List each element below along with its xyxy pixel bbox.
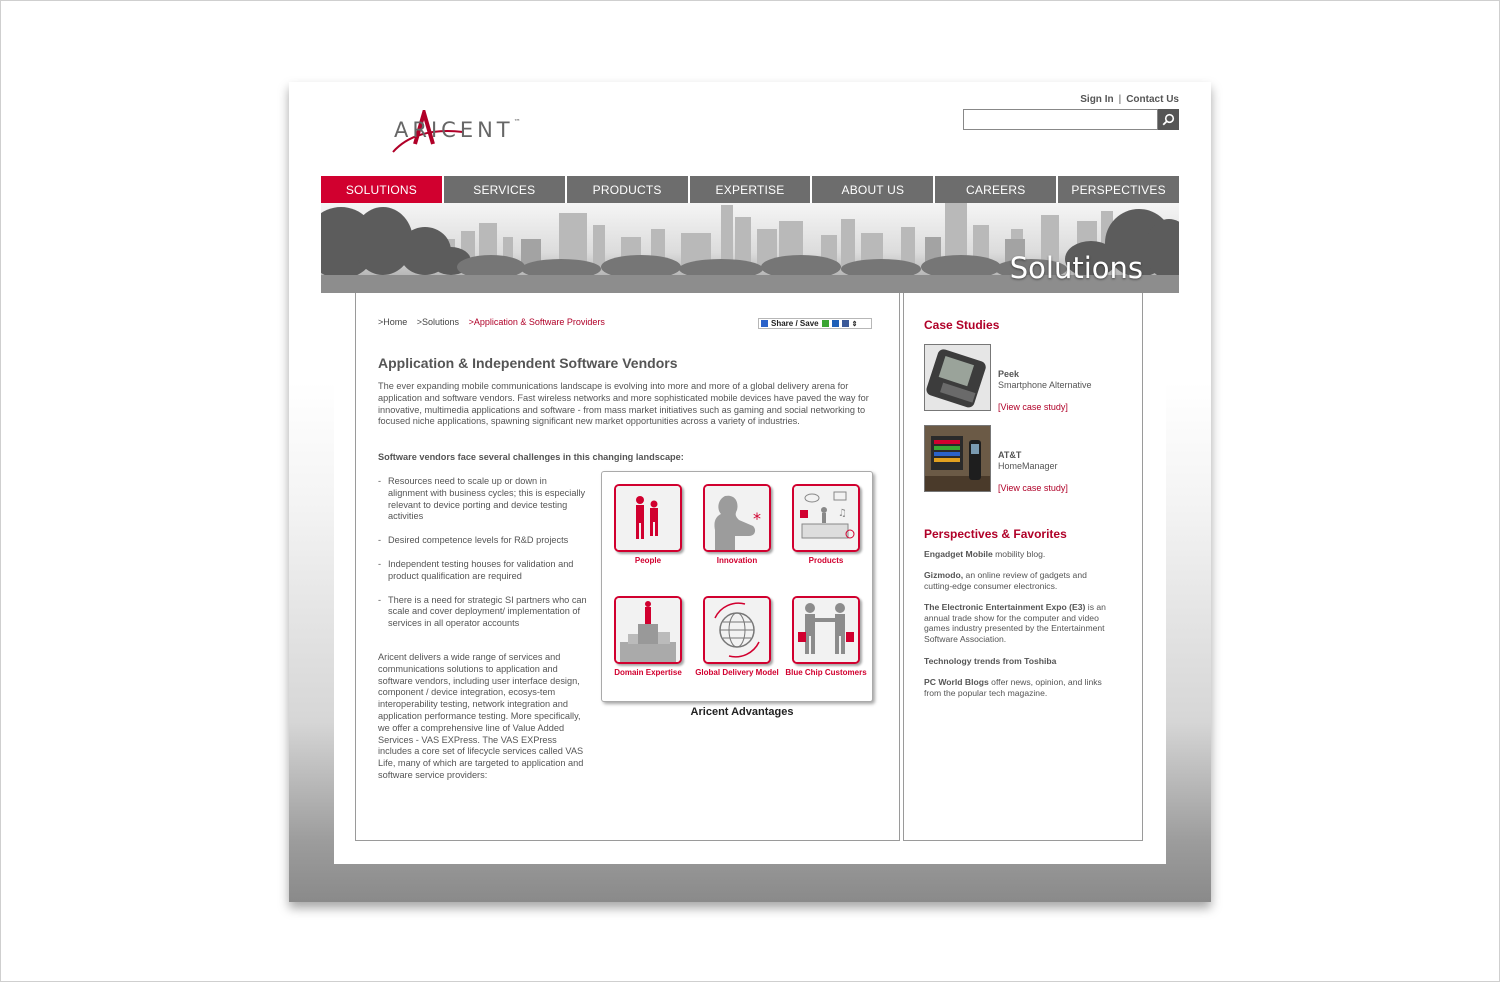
search-icon: [1162, 113, 1175, 126]
link-separator: |: [1118, 94, 1122, 105]
intro-paragraph: The ever expanding mobile communications landscape is evolving into more and more of a global delivery arena for application and software vendors. Fast wireless networks and more sophisticated mobile devices have paved the way for innovative, multimedia applications and software - from mass market initiatives such as gaming and social networking to focused niche applications, spawning significant new market opportunities across a variety of industries.: [378, 381, 869, 427]
utility-links: [1080, 94, 1179, 105]
search-button[interactable]: [1158, 109, 1179, 130]
blue-chip-tile[interactable]: [792, 596, 860, 664]
aricent-logo-text[interactable]: [394, 118, 521, 142]
web-page: [289, 82, 1211, 902]
share-save-button[interactable]: [758, 318, 872, 329]
section-banner: [321, 203, 1179, 293]
breadcrumb-solutions[interactable]: >Solutions: [416, 317, 460, 327]
logo-wordmark: ARICENT: [394, 118, 514, 142]
facebook-icon: [842, 320, 849, 327]
closing-paragraph: Aricent delivers a wide range of services and communications solutions to application and software vendors, including user interface design, component / device integration, ecosys-tem interoperability testing, network integration and application performance testing. More specifically, we offer a comprehensive line of Value Added Services - VAS EXPress. The VAS EXPress includes a core set of lifecycle services called VAS Life, many of which are targeted to application and software service providers:: [378, 652, 584, 780]
list-item: - Resources need to scale up or down in alignment with business cycles; this is especially relevant to device porting and device testing activities: [378, 476, 588, 523]
logo-trademark: ™: [513, 118, 521, 126]
favorite-item: [924, 570, 1114, 591]
domain-expertise-icon: [616, 598, 680, 662]
nav-services[interactable]: SERVICES: [444, 176, 565, 203]
breadcrumb-home[interactable]: >Home: [378, 317, 408, 327]
innovation-tile[interactable]: [703, 484, 771, 552]
global-delivery-tile[interactable]: [703, 596, 771, 664]
nav-expertise[interactable]: EXPERTISE: [690, 176, 811, 203]
share-label: Share / Save: [771, 319, 819, 328]
breadcrumb-current[interactable]: >Application & Software Providers: [468, 317, 605, 327]
peek-device-image[interactable]: [924, 344, 991, 411]
share-icon: [761, 320, 768, 327]
view-case-study-link-att[interactable]: [View case study]: [998, 483, 1068, 493]
search-input[interactable]: [963, 109, 1158, 130]
svg-text:*: *: [753, 509, 761, 528]
global-delivery-label: Global Delivery Model: [695, 668, 779, 677]
blue-chip-label: Blue Chip Customers: [785, 668, 867, 677]
nav-products[interactable]: PRODUCTS: [567, 176, 688, 203]
products-icon: [794, 486, 858, 550]
domain-expertise-label: Domain Expertise: [614, 668, 682, 677]
banner-title: Solutions: [1009, 251, 1143, 285]
products-label: Products: [808, 556, 844, 565]
nav-solutions[interactable]: SOLUTIONS: [321, 176, 442, 203]
nav-perspectives[interactable]: PERSPECTIVES: [1058, 176, 1179, 203]
favorite-link-e3[interactable]: The Electronic Entertainment Expo (E3): [924, 602, 1086, 612]
case-subtitle-peek: Smartphone Alternative: [998, 380, 1092, 390]
delicious-icon: [832, 320, 839, 327]
products-tile[interactable]: [792, 484, 860, 552]
svg-text:♫: ♫: [838, 508, 847, 519]
globe-icon: [705, 598, 769, 662]
challenges-list: [378, 476, 588, 642]
main-content-panel: [355, 293, 900, 841]
case-title-att: AT&T: [998, 450, 1022, 460]
innovation-label: Innovation: [716, 556, 758, 565]
case-studies-heading: Case Studies: [924, 318, 1000, 332]
page-title: Application & Independent Software Vendors: [378, 355, 678, 371]
favorite-desc: mobility blog.: [992, 549, 1046, 559]
favorite-item: [924, 549, 1114, 560]
handshake-icon: [794, 598, 858, 662]
favorite-item: [924, 656, 1114, 667]
challenges-heading: Software vendors face several challenges in this changing landscape:: [378, 452, 684, 462]
search-box: [963, 109, 1179, 130]
att-homemanager-image[interactable]: [924, 425, 991, 492]
people-icon: [616, 486, 680, 550]
nav-careers[interactable]: CAREERS: [935, 176, 1056, 203]
favorite-item: [924, 677, 1114, 698]
domain-expertise-tile[interactable]: [614, 596, 682, 664]
peek-device-icon: [925, 345, 991, 411]
nav-about-us[interactable]: ABOUT US: [812, 176, 933, 203]
sign-in-link[interactable]: Sign In: [1080, 94, 1114, 105]
dropdown-arrow-icon: ⇕: [851, 320, 858, 328]
advantages-graphic: [601, 471, 873, 702]
list-item: - There is a need for strategic SI partners who can scale and cover deployment/ implementation of services in all operator accounts: [378, 595, 588, 630]
main-nav: [321, 176, 1179, 203]
breadcrumb: [378, 317, 612, 327]
favorite-link-toshiba[interactable]: Technology trends from Toshiba: [924, 656, 1057, 666]
favorite-desc: offer news, opinion, and links from the popular tech magazine.: [924, 677, 1102, 698]
att-homemanager-icon: [925, 426, 991, 492]
case-title-peek: Peek: [998, 369, 1020, 379]
people-label: People: [634, 556, 662, 565]
email-share-icon: [822, 320, 829, 327]
advantages-caption: Aricent Advantages: [690, 706, 794, 718]
innovation-icon: [705, 486, 769, 550]
favorite-link-gizmodo[interactable]: Gizmodo,: [924, 570, 964, 580]
favorite-item: [924, 602, 1114, 644]
sidebar-panel: [903, 293, 1143, 841]
favorite-desc: is an annual trade show for the computer and video games industry presented by the Entertainment Software Association.: [924, 602, 1106, 644]
view-case-study-link-peek[interactable]: [View case study]: [998, 402, 1068, 412]
list-item: - Independent testing houses for validation and product qualification are required: [378, 559, 588, 583]
people-tile[interactable]: [614, 484, 682, 552]
list-item: - Desired competence levels for R&D projects: [378, 535, 588, 547]
favorite-desc: an online review of gadgets and cutting-edge consumer electronics.: [924, 570, 1087, 591]
contact-us-link[interactable]: Contact Us: [1126, 94, 1179, 105]
case-subtitle-att: HomeManager: [998, 461, 1058, 471]
favorite-link-pcworld[interactable]: PC World Blogs: [924, 677, 989, 687]
perspectives-heading: Perspectives & Favorites: [924, 527, 1067, 541]
favorite-link-engadget[interactable]: Engadget Mobile: [924, 549, 993, 559]
